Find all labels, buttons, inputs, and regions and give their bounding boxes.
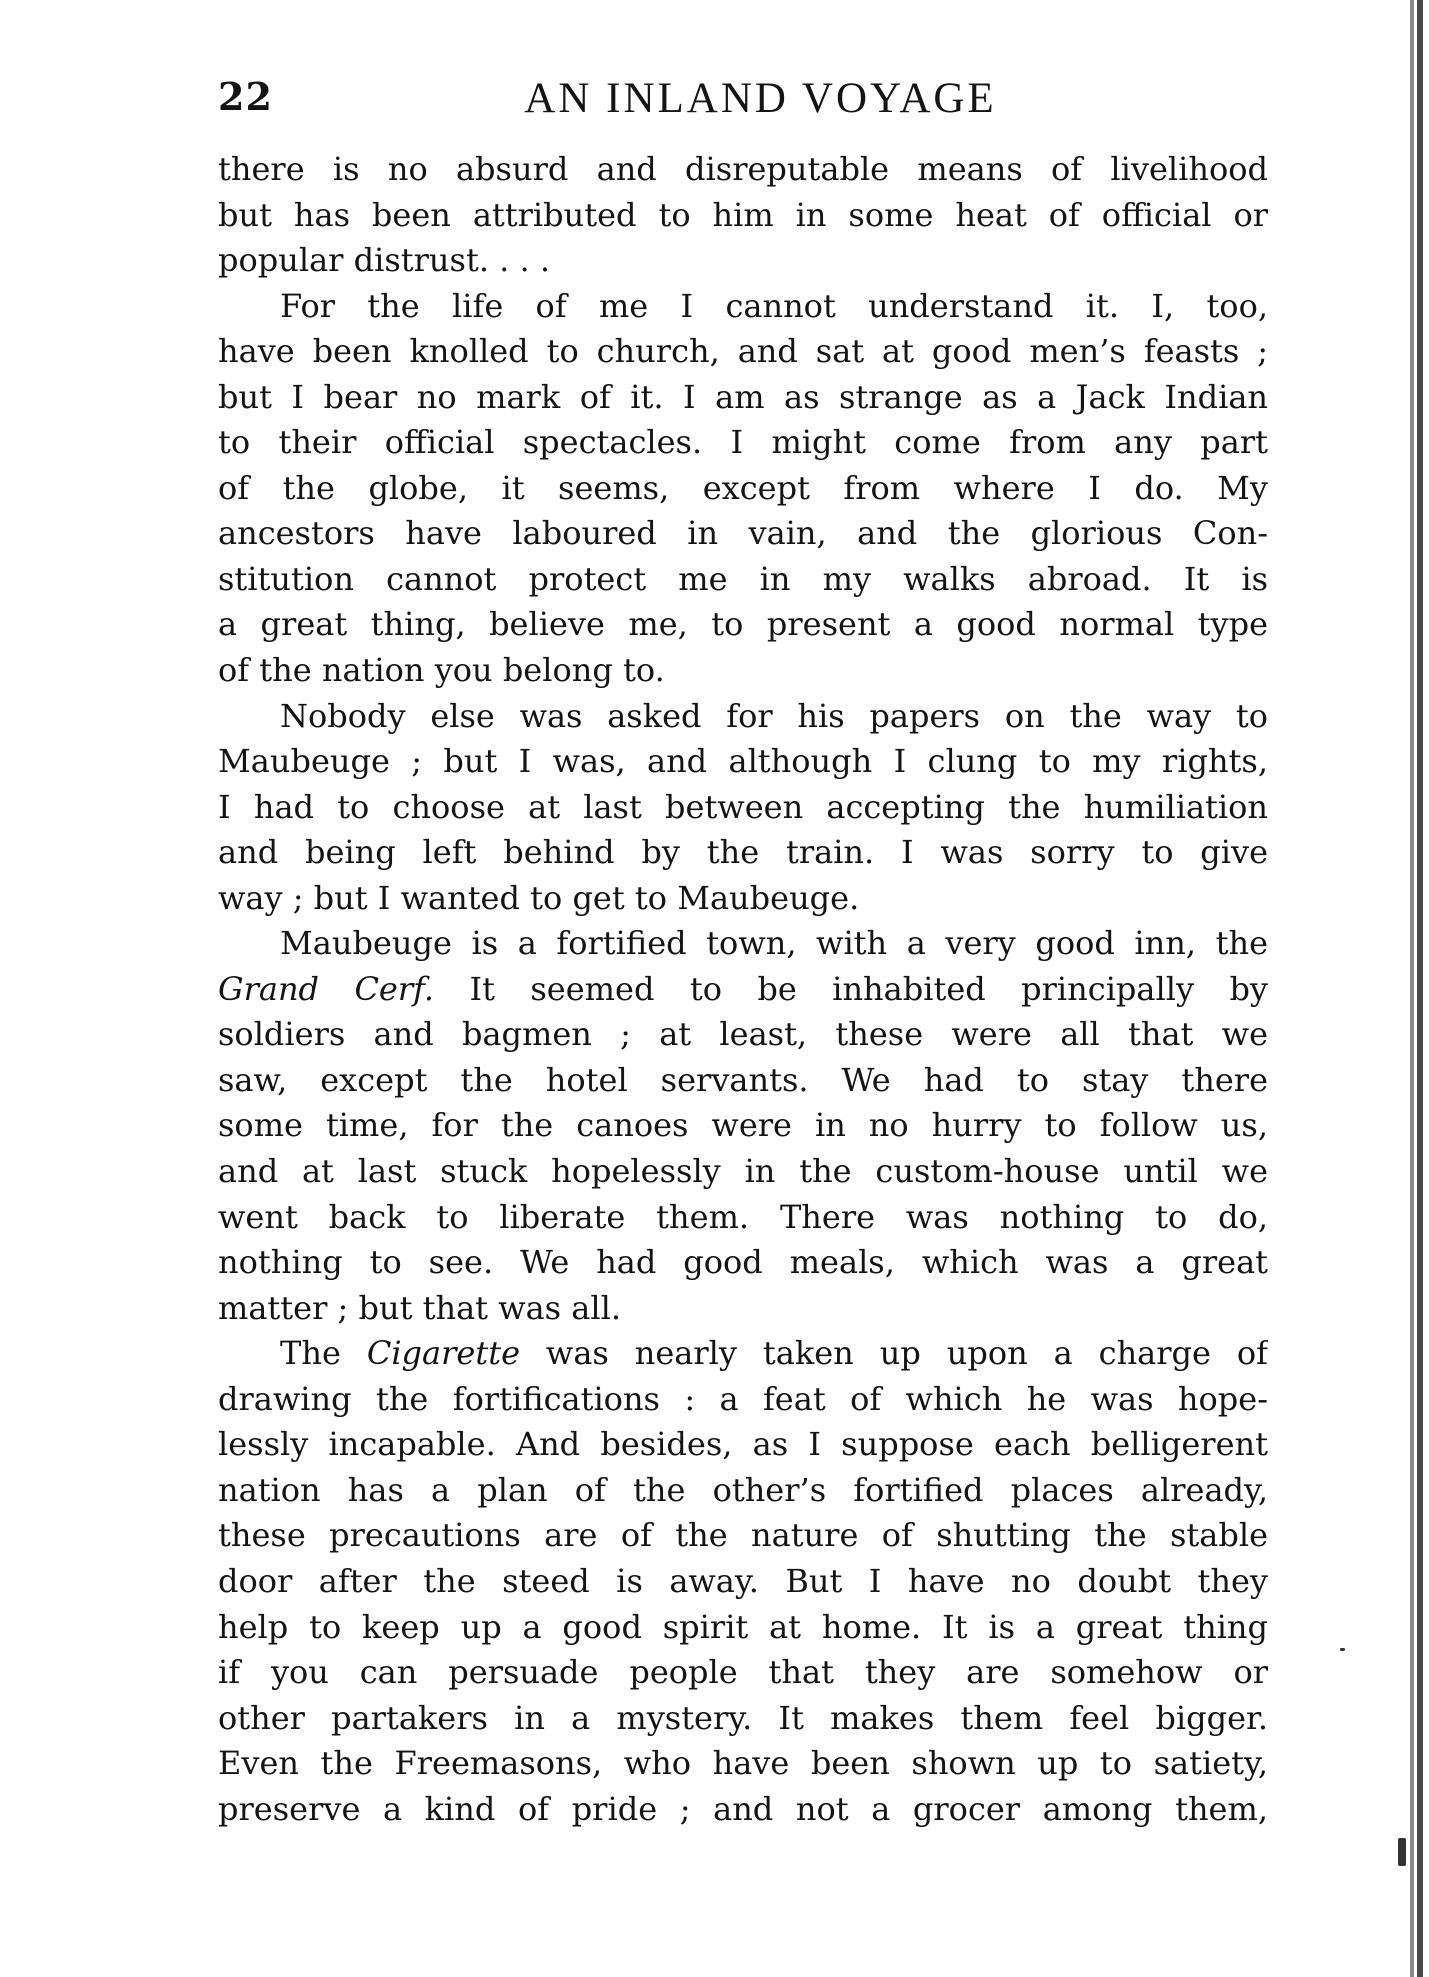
text-line: have been knolled to church, and sat at good men’s feasts ;: [218, 332, 1268, 371]
text-line: and being left behind by the train. I was sorry to give: [218, 833, 1268, 872]
text-line: if you can persuade people that they are somehow or: [218, 1653, 1268, 1692]
text-line: drawing the fortifications : a feat of which he was hope-: [218, 1379, 1268, 1418]
text-line: ancestors have laboured in vain, and the glorious Con-: [218, 514, 1268, 553]
text-line: way ; but I wanted to get to Maubeuge.: [218, 878, 860, 917]
text-line: help to keep up a good spirit at home. It is a great thing: [218, 1607, 1268, 1646]
text-line: of the nation you belong to.: [218, 651, 665, 690]
text-line: Even the Freemasons, who have been shown up to satiety,: [218, 1744, 1268, 1783]
text-segment: The: [280, 1334, 367, 1373]
text-line: some time, for the canoes were in no hurry to follow us,: [218, 1106, 1268, 1145]
text-line: soldiers and bagmen ; at least, these were all that we: [218, 1015, 1268, 1054]
running-title: AN INLAND VOYAGE: [524, 75, 997, 122]
text-line: of the globe, it seems, except from where I do. My: [218, 468, 1268, 507]
page-edge-shadow: [1410, 0, 1414, 1977]
text-line: but has been attributed to him in some heat of official or: [218, 195, 1268, 234]
text-line: a great thing, believe me, to present a good normal type: [218, 605, 1268, 644]
text-line: preserve a kind of pride ; and not a grocer among them,: [218, 1789, 1268, 1828]
text-line: to their official spectacles. I might come from any part: [218, 423, 1268, 462]
italic-title: Grand Cerf.: [218, 969, 435, 1008]
scan-speck: [1340, 1648, 1345, 1651]
text-line: popular distrust. . . .: [218, 241, 551, 280]
text-line: other partakers in a mystery. It makes them feel bigger.: [218, 1698, 1268, 1737]
page-edge-shadow: [1417, 0, 1423, 1977]
text-line: matter ; but that was all.: [218, 1288, 621, 1327]
text-line: nothing to see. We had good meals, which was a great: [218, 1243, 1268, 1282]
scan-speck: [1398, 1838, 1406, 1866]
body-text: [218, 147, 1268, 1832]
text-line: door after the steed is away. But I have no doubt they: [218, 1561, 1268, 1600]
text-line: lessly incapable. And besides, as I suppose each belligerent: [218, 1425, 1268, 1464]
text-line: Nobody else was asked for his papers on the way to: [280, 696, 1268, 735]
text-segment: was nearly taken up upon a charge of: [520, 1334, 1268, 1373]
text-line: but I bear no mark of it. I am as strange as a Jack Indian: [218, 377, 1268, 416]
page-number: 22: [218, 74, 273, 119]
page-header: [218, 74, 1268, 134]
text-line: I had to choose at last between accepting the humiliation: [218, 787, 1268, 826]
text-line: [218, 967, 1268, 1013]
italic-title: Cigarette: [366, 1334, 520, 1373]
text-segment: It seemed to be inhabited principally by: [434, 969, 1268, 1008]
text-line: these precautions are of the nature of shutting the stable: [218, 1516, 1268, 1555]
text-line: went back to liberate them. There was nothing to do,: [218, 1197, 1268, 1236]
text-line: [218, 1331, 1268, 1377]
text-line: For the life of me I cannot understand it. I, too,: [280, 286, 1268, 325]
text-line: there is no absurd and disreputable means of livelihood: [218, 150, 1268, 188]
text-line: Maubeuge is a fortified town, with a very good inn, the: [280, 924, 1268, 963]
text-line: nation has a plan of the other’s fortified places already,: [218, 1470, 1268, 1509]
text-line: Maubeuge ; but I was, and although I clung to my rights,: [218, 742, 1268, 781]
text-line: stitution cannot protect me in my walks abroad. It is: [218, 559, 1268, 598]
text-line: saw, except the hotel servants. We had to stay there: [218, 1060, 1268, 1099]
text-line: and at last stuck hopelessly in the custom-house until we: [218, 1152, 1268, 1191]
